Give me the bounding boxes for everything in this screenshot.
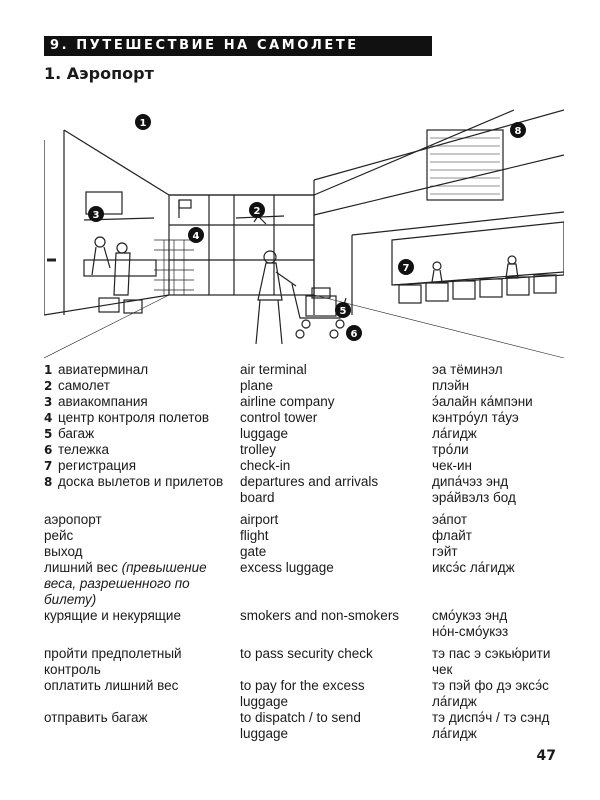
term-transcription: э́алайн ка́мпэни: [432, 394, 533, 409]
term-english: to pass security check: [240, 646, 373, 661]
term-transcription: плэйн: [432, 378, 470, 393]
term-number: 5: [44, 427, 53, 441]
term-russian: багаж: [58, 426, 95, 441]
term-transcription: кэнтро́ул та́уэ: [432, 410, 519, 425]
term-russian: лишний вес: [44, 560, 118, 575]
term-russian: самолет: [58, 378, 110, 393]
callout-8: 8: [514, 126, 522, 137]
term-number: 2: [44, 379, 53, 393]
vocab-row: [44, 442, 564, 458]
vocab-row: [44, 544, 564, 560]
term-transcription-line2: ла́гидж: [432, 726, 477, 741]
vocab-row: [44, 362, 564, 378]
vocab-row: [44, 394, 564, 410]
term-russian: тележка: [58, 442, 110, 457]
term-english: gate: [240, 544, 267, 559]
page-number: 47: [536, 748, 556, 764]
term-transcription-line2: чек: [432, 662, 453, 677]
term-number: 8: [44, 475, 53, 489]
term-russian: авиатерминал: [58, 362, 149, 377]
term-transcription: эа тёминэл: [432, 362, 503, 377]
vocab-row: [44, 646, 564, 678]
callout-3: 3: [92, 210, 100, 221]
term-transcription: тэ пэй фо дэ эксэ́с: [432, 678, 549, 693]
term-english: trolley: [240, 442, 277, 457]
term-english-line2: luggage: [240, 694, 289, 709]
term-transcription: тро́ли: [432, 442, 469, 457]
term-russian: пройти предполетный: [44, 646, 182, 661]
vocab-row: [44, 560, 564, 608]
term-transcription: иксэ́с ла́гидж: [432, 560, 515, 575]
callout-6: 6: [350, 329, 358, 340]
term-english: control tower: [240, 410, 318, 425]
term-english: smokers and non-smokers: [240, 608, 400, 623]
term-russian: оплатить лишний вес: [44, 678, 179, 693]
term-english: flight: [240, 528, 269, 543]
term-english: to dispatch / to send: [240, 710, 361, 725]
vocab-row: [44, 608, 564, 646]
term-english: airport: [240, 512, 279, 527]
callout-7: 7: [402, 263, 410, 274]
callout-2: 2: [253, 206, 261, 217]
term-russian: центр контроля полетов: [58, 410, 210, 425]
term-transcription: смо́укэз энд: [432, 608, 508, 623]
term-english-line2: luggage: [240, 726, 289, 741]
term-russian: аэропорт: [44, 512, 102, 527]
section-title: 1. Аэропорт: [44, 64, 154, 83]
term-number: 6: [44, 443, 53, 457]
term-transcription: дипа́чэз энд: [432, 474, 509, 489]
vocab-row: [44, 410, 564, 426]
term-russian-line2: контроль: [44, 662, 101, 677]
term-transcription: тэ диспэ́ч / тэ сэнд: [432, 710, 550, 725]
term-transcription-line2: ла́гидж: [432, 694, 477, 709]
term-russian: отправить багаж: [44, 710, 148, 725]
airport-illustration: [44, 100, 564, 358]
term-english: air terminal: [240, 362, 307, 377]
vocab-row: [44, 458, 564, 474]
term-note-line2: веса, разрешенного по: [44, 576, 190, 591]
term-russian: выход: [44, 544, 83, 559]
callout-1: 1: [139, 118, 147, 129]
term-note: (превышение: [121, 560, 207, 575]
vocab-row: [44, 378, 564, 394]
term-english: to pay for the excess: [240, 678, 365, 693]
vocab-row: [44, 474, 564, 512]
term-english: airline company: [240, 394, 335, 409]
term-transcription-line2: эра́йвэлз бод: [432, 490, 516, 505]
chapter-heading: 9. ПУТЕШЕСТВИЕ НА САМОЛЕТЕ: [44, 36, 432, 56]
term-number: 1: [44, 363, 53, 377]
term-russian: рейс: [44, 528, 74, 543]
term-transcription: флайт: [432, 528, 472, 543]
term-number: 4: [44, 411, 53, 425]
term-russian: курящие и некурящие: [44, 608, 181, 623]
vocab-row: [44, 512, 564, 528]
callout-5: 5: [339, 306, 347, 317]
term-english-line2: board: [240, 490, 275, 505]
term-transcription: чек-ин: [432, 458, 472, 473]
vocab-row: [44, 426, 564, 442]
term-transcription: ла́гидж: [432, 426, 477, 441]
term-english: excess luggage: [240, 560, 334, 575]
term-english: plane: [240, 378, 274, 393]
term-russian: доска вылетов и прилетов: [58, 474, 224, 489]
vocab-row: [44, 710, 564, 742]
term-english: luggage: [240, 426, 289, 441]
term-note-line3: билету): [44, 592, 97, 607]
term-number: 7: [44, 459, 53, 473]
term-russian: авиакомпания: [58, 394, 148, 409]
term-english: check-in: [240, 458, 291, 473]
vocab-row: [44, 678, 564, 710]
term-transcription: гэйт: [432, 544, 458, 559]
vocab-row: [44, 528, 564, 544]
vocabulary-list: [44, 362, 564, 742]
term-number: 3: [44, 395, 53, 409]
term-transcription: тэ пас э сэкью́рити: [432, 646, 551, 661]
term-transcription: эа́пот: [432, 512, 468, 527]
term-english: departures and arrivals: [240, 474, 379, 489]
term-russian: регистрация: [58, 458, 137, 473]
term-transcription-line2: но́н-смо́укэз: [432, 624, 509, 639]
callout-4: 4: [192, 231, 200, 242]
